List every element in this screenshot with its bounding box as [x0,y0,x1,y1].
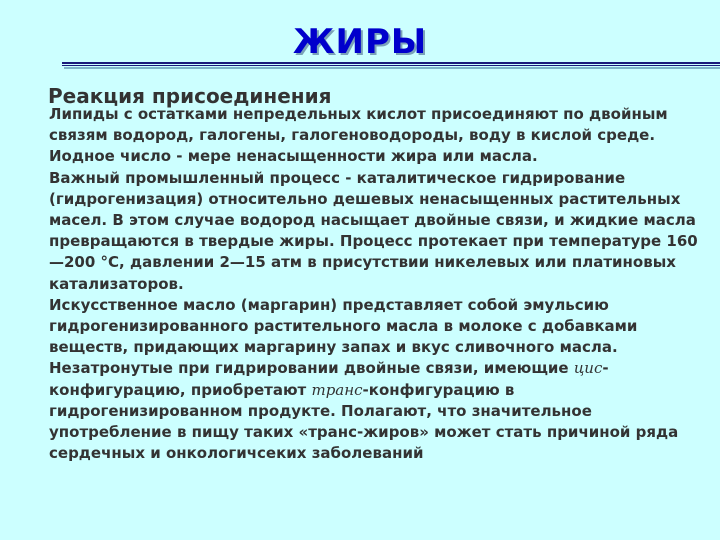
trans-term: транс [311,380,363,399]
paragraph-lipids: Липиды с остатками непредельных кислот присоединяют по двойным связям водород, галогены, галогеноводороды, воду в кислой среде. Иодное число - мере ненасыщенности жира или масла. [49,105,668,166]
paragraph-trans-fats [49,358,709,464]
paragraph-hydrogenation: Важный промышленный процесс - каталитическое гидрирование (гидрогенизация) относительно дешевых ненасыщенных растительных масел. В этом случае водород насыщает двойные связи, и жидкие масла превращаются в твердые жиры. Процесс протекает при температуре 160—200 °С, давлении 2—15 атм в присутствии никелевых или платиновых катализаторов. [49,168,698,293]
trans-text-3: -конфигурацию в гидрогенизированном продукте. Полагают, что значительное употребление в пищу таких «транс-жиров» может стать причиной ряда сердечных и онкологичсеких заболеваний [49,380,679,463]
title-divider-shadow [64,67,720,69]
section-subtitle: Реакция присоединения [48,84,332,108]
trans-text-1: Незатронутые при гидрировании двойные связи, имеющие [49,359,574,378]
body-text [49,104,709,464]
cis-term: цис [573,359,603,378]
paragraph-margarine: Искусственное масло (маргарин) представляет собой эмульсию гидрогенизированного растительного масла в молоке с добавками веществ, придающих маргарину запах и вкус сливочного масла. [49,295,638,357]
slide-title: ЖИРЫ [292,22,428,62]
trans-text-2: -конфигурацию, приобретают [49,359,609,399]
title-divider [62,62,720,66]
